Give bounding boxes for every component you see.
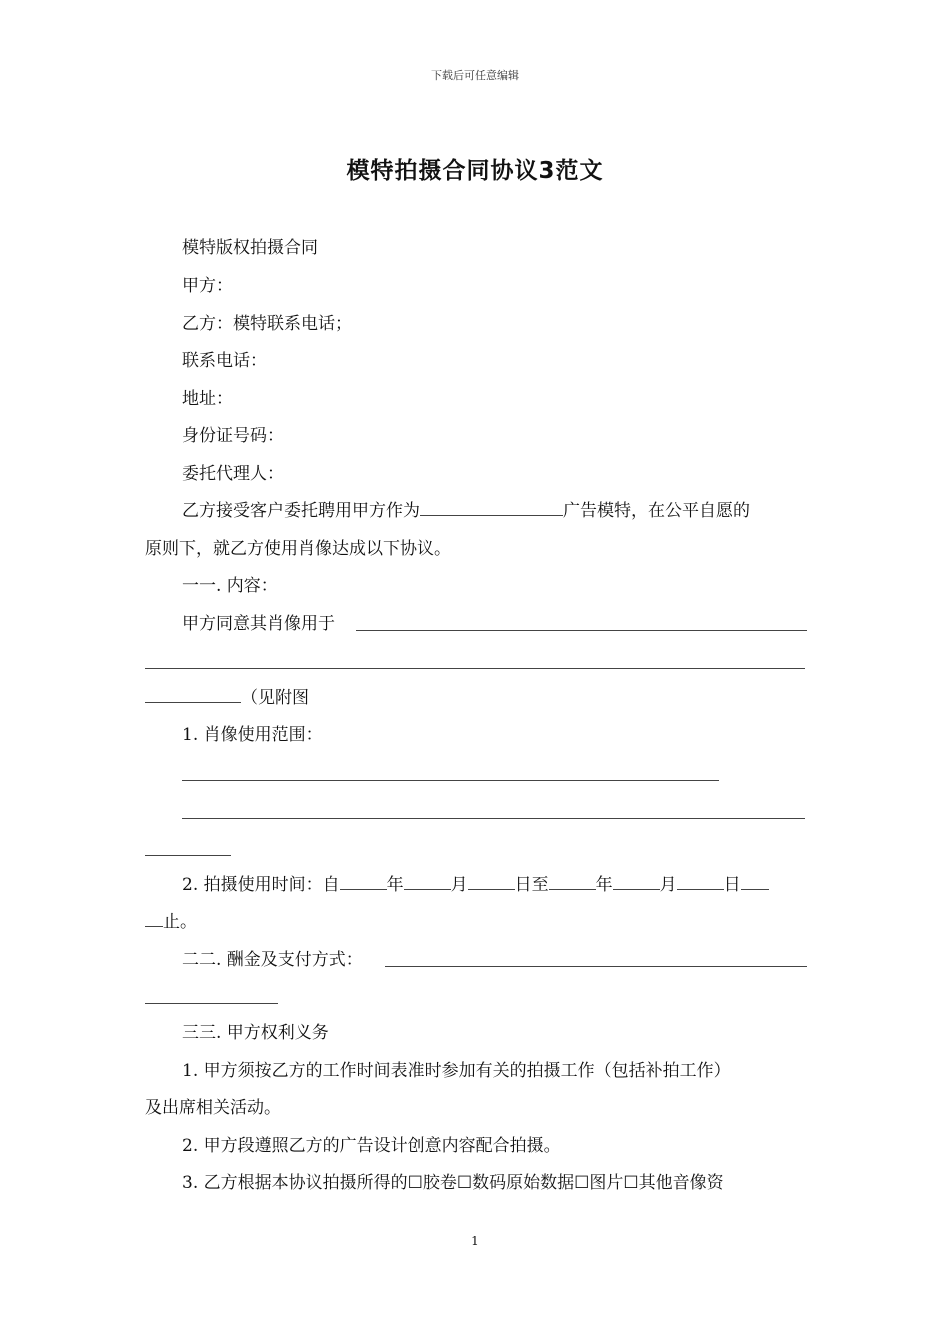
blank-line [145,1003,278,1004]
document-title: 模特拍摄合同协议3范文 [346,158,604,184]
blank-line [145,855,231,856]
blank-field [468,873,515,890]
paragraph-party-b: 乙方：模特联系电话； [182,314,352,334]
period-label: 2. 拍摄使用时间：自 [182,875,340,895]
see-attachment-text: （见附图 [241,688,309,708]
day-label: 日 [723,875,741,895]
paragraph-clause-3: 3. 乙方根据本协议拍摄所得的☐胶卷☐数码原始数据☐图片☐其他音像资 [182,1173,724,1193]
blank-field [340,873,387,890]
blank-field [420,499,563,516]
month-label: 月 [450,875,468,895]
paragraph-see-attachment [145,686,309,710]
period-end-text: 止。 [163,912,197,932]
year-label: 年 [386,875,404,895]
blank-field [145,910,163,927]
day-to-label: 日至 [514,875,549,895]
blank-field [613,873,660,890]
paragraph-intro [182,499,750,523]
blank-field [549,873,596,890]
intro-text-part2: 广告模特，在公平自愿的 [563,501,750,521]
paragraph-clause-2: 2. 甲方段遵照乙方的广告设计创意内容配合拍摄。 [182,1136,561,1156]
blank-line [356,630,807,631]
blank-field [741,873,769,890]
blank-field [404,873,451,890]
paragraph-usage-period [182,873,769,897]
month-label: 月 [659,875,677,895]
section-2-heading: 二二. 酬金及支付方式： [182,950,363,970]
blank-field [145,686,241,703]
blank-line [182,818,805,819]
usage-scope-heading: 1. 肖像使用范围： [182,725,323,745]
section-3-heading: 三三. 甲方权利义务 [182,1023,329,1043]
blank-line [385,966,807,967]
paragraph-contract-name: 模特版权拍摄合同 [182,238,318,258]
year-label: 年 [595,875,613,895]
paragraph-agent: 委托代理人： [182,464,284,484]
paragraph-intro-continued: 原则下，就乙方使用肖像达成以下协议。 [145,539,451,559]
paragraph-clause-1: 1. 甲方须按乙方的工作时间表准时参加有关的拍摄工作（包括补拍工作） [182,1061,731,1081]
intro-text-part1: 乙方接受客户委托聘用甲方作为 [182,501,420,521]
paragraph-usage-period-end [145,910,197,934]
paragraph-id-number: 身份证号码： [182,426,284,446]
paragraph-party-a: 甲方： [182,276,233,296]
section-1-heading: 一一. 内容： [182,576,278,596]
header-note: 下载后可任意编辑 [431,69,519,82]
page-number: 1 [471,1234,479,1248]
paragraph-address: 地址： [182,389,233,409]
blank-line [182,780,719,781]
paragraph-usage: 甲方同意其肖像用于 [182,614,335,634]
paragraph-clause-1-continued: 及出席相关活动。 [145,1098,281,1118]
blank-field [677,873,724,890]
paragraph-phone: 联系电话： [182,351,267,371]
blank-line [145,668,805,669]
